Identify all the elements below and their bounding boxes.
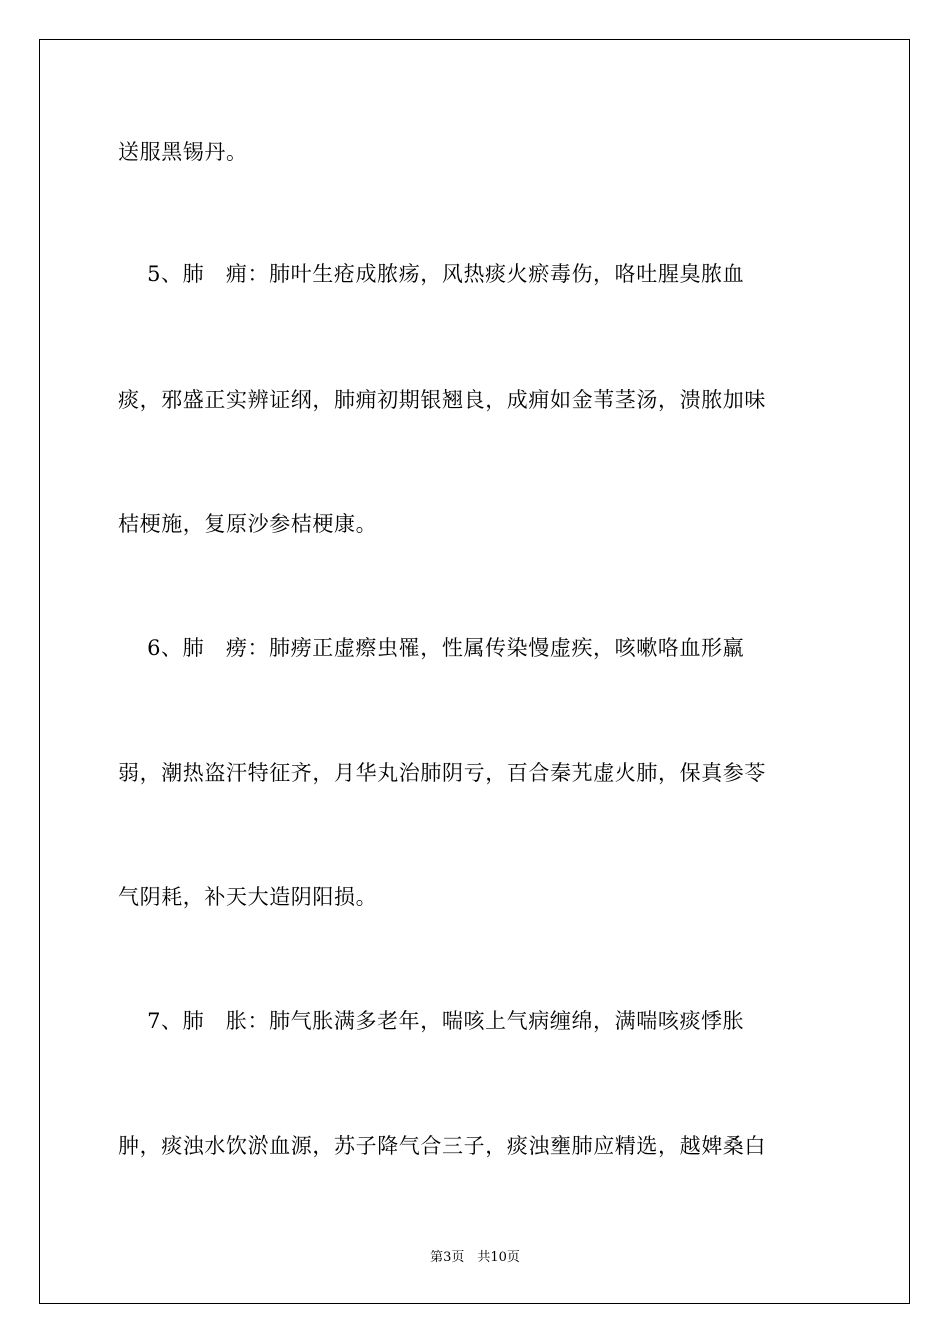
text-line: 肿，痰浊水饮淤血源，苏子降气合三子，痰浊壅肺应精选，越婢桑白 bbox=[118, 1134, 766, 1158]
text-line: 弱，潮热盗汗特征齐，月华丸治肺阴亏，百合秦艽虚火肺，保真参苓 bbox=[118, 761, 766, 785]
page-number: 第3页 共10页 bbox=[430, 1250, 520, 1265]
text-line: 5、肺 痈：肺叶生疮成脓疡，风热痰火瘀毒伤，咯吐腥臭脓血 bbox=[118, 262, 745, 286]
page-border bbox=[39, 39, 910, 1304]
text-line: 送服黑锡丹。 bbox=[118, 140, 248, 164]
text-line: 桔梗施，复原沙参桔梗康。 bbox=[118, 512, 378, 536]
text-line: 气阴耗，补天大造阴阳损。 bbox=[118, 885, 378, 909]
text-line: 痰，邪盛正实辨证纲，肺痈初期银翘良，成痈如金苇茎汤，溃脓加味 bbox=[118, 388, 766, 412]
text-line: 6、肺 痨：肺痨正虚瘵虫罹，性属传染慢虚疾，咳嗽咯血形羸 bbox=[118, 636, 745, 660]
text-line: 7、肺 胀：肺气胀满多老年，喘咳上气病缠绵，满喘咳痰悸胀 bbox=[118, 1009, 745, 1033]
